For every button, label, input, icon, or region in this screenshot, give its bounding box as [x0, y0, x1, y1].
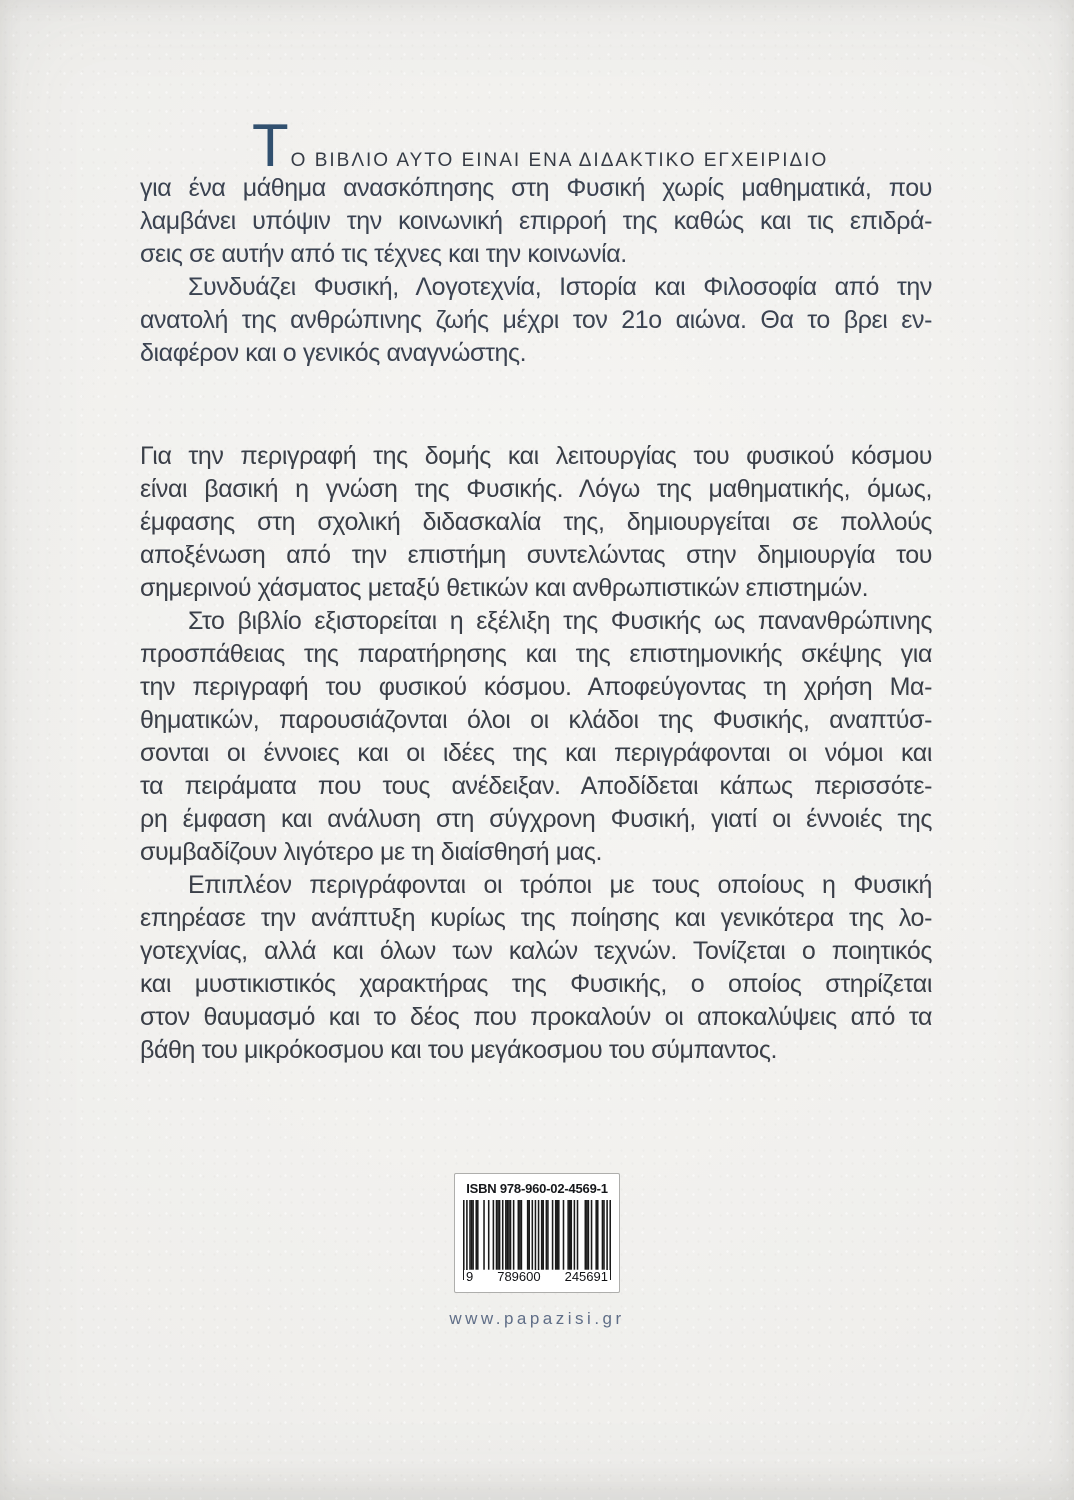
text-line: βάθη του μικρόκοσμου και του μεγάκοσμου του σύμπαντος. — [140, 1036, 778, 1064]
intro-paragraphs — [140, 172, 932, 370]
barcode-digit-group: 789600 — [497, 1269, 541, 1284]
paragraph — [140, 271, 932, 370]
opening-caps-text: Ο ΒΙΒΛΙΟ ΑΥΤΟ ΕΙΝΑΙ ΕΝΑ ΔΙΔΑΚΤΙΚΟ ΕΓΧΕΙΡΙΔΙΟ — [290, 150, 829, 171]
text-line: είναι βασική η γνώση της Φυσικής. Λόγω της μαθηματικής, όμως, — [140, 475, 932, 503]
publisher-website: www.papazisi.gr — [449, 1309, 625, 1328]
text-line: συμβαδίζουν λιγότερο με τη διαίσθησή μας. — [140, 838, 603, 866]
text-line: έμφασης στη σχολική διδασκαλία της, δημιουργείται σε πολλούς — [140, 508, 932, 536]
barcode-digit-group: 9 — [466, 1269, 474, 1284]
text-line: και μυστικιστικός χαρακτήρας της Φυσικής, ο οποίος στηρίζεται — [140, 970, 932, 998]
text-line: στον θαυμασμό και το δέος που προκαλούν οι αποκαλύψεις από τα — [140, 1003, 932, 1031]
isbn-label: ISBN 978-960-02-4569-1 — [466, 1181, 608, 1196]
text-line: γοτεχνίας, αλλά και όλων των καλών τεχνών. Τονίζεται ο ποιητικός — [140, 937, 932, 965]
text-line: ρη έμφαση και ανάλυση στη σύγχρονη Φυσική, γιατί οι έννοιές της — [140, 805, 932, 833]
text-line: σημερινού χάσματος μεταξύ θετικών και ανθρωπιστικών επιστημών. — [140, 574, 869, 602]
text-line: θηματικών, παρουσιάζονται όλοι οι κλάδοι της Φυσικής, αναπτύσ- — [140, 706, 932, 734]
text-line: αποξένωση από την επιστήμη συντελώντας στην δημιουργία του — [140, 541, 932, 569]
text-line: σονται οι έννοιες και οι ιδέες της και περιγράφονται οι νόμοι και — [140, 739, 932, 767]
paragraph — [140, 605, 932, 869]
text-line: διαφέρον και ο γενικός αναγνώστης. — [140, 339, 527, 367]
text-line: λαμβάνει υπόψιν την κοινωνική επιρροή της καθώς και τις επιδρά- — [140, 207, 932, 235]
barcode-box — [454, 1173, 620, 1293]
ean13-barcode-icon — [463, 1200, 611, 1280]
text-line: τα πειράματα που τους ανέδειξαν. Αποδίδεται κάπως περισσότε- — [140, 772, 932, 800]
text-line: προσπάθειας της παρατήρησης και της επιστημονικής σκέψης για — [140, 640, 932, 668]
text-line: Συνδυάζει Φυσική, Λογοτεχνία, Ιστορία και Φιλοσοφία από την — [188, 273, 932, 301]
text-line: ανατολή της ανθρώπινης ζωής μέχρι τον 21ο αιώνα. Θα το βρει εν- — [140, 306, 932, 334]
barcode-digits — [464, 1270, 610, 1283]
synopsis-section — [140, 440, 932, 1067]
footer — [0, 1173, 1074, 1329]
paragraph — [140, 869, 932, 1067]
text-line: σεις σε αυτήν από τις τέχνες και την κοινωνία. — [140, 240, 627, 268]
opening-line — [140, 112, 932, 179]
paragraph — [140, 172, 932, 271]
drop-cap: Τ — [252, 112, 289, 179]
text-line: επηρέασε την ανάπτυξη κυρίως της ποίησης και γενικότερα της λο- — [140, 904, 932, 932]
text-line: την περιγραφή του φυσικού κόσμου. Αποφεύγοντας τη χρήση Μα- — [140, 673, 932, 701]
intro-section — [140, 112, 932, 370]
text-line: Επιπλέον περιγράφονται οι τρόποι με τους οποίους η Φυσική — [188, 871, 932, 899]
paragraph — [140, 440, 932, 605]
barcode — [463, 1200, 611, 1284]
text-line: Για την περιγραφή της δομής και λειτουργίας του φυσικού κόσμου — [140, 442, 932, 470]
barcode-digit-group: 245691 — [564, 1269, 608, 1284]
text-line: Στο βιβλίο εξιστορείται η εξέλιξη της Φυσικής ως πανανθρώπινης — [188, 607, 932, 635]
text-line: για ένα μάθημα ανασκόπησης στη Φυσική χωρίς μαθηματικά, που — [140, 174, 932, 202]
